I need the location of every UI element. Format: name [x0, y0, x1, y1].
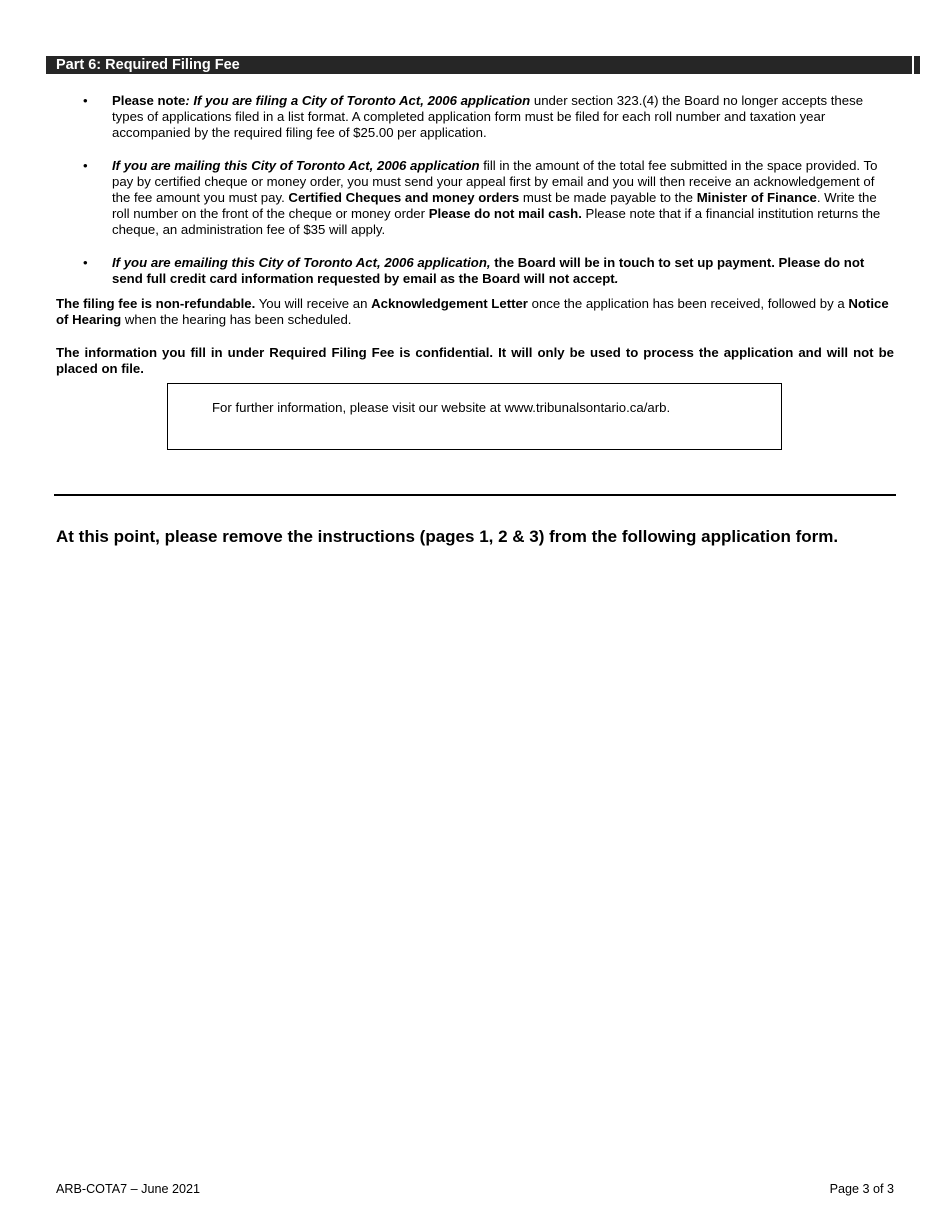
header-endcap	[912, 56, 920, 74]
fee-paragraph	[56, 296, 894, 328]
mailing-text-4: Please note that if a financial institution returns the cheque, an administration fee of $35 will apply.	[112, 206, 881, 238]
mailing-text-2: must be made payable to the	[519, 190, 697, 206]
mailing-bold-1: Certified Cheques and money orders	[288, 190, 520, 206]
divider	[54, 494, 896, 496]
emailing-bold: the Board will be in touch to set up payment. Please do not send full credit card information requested by email as the Board will not accept	[112, 254, 865, 286]
instruction-list	[56, 93, 892, 303]
closing-instruction: At this point, please remove the instructions (pages 1, 2 & 3) from the following application form.	[56, 527, 839, 546]
list-item	[56, 93, 892, 142]
mailing-text-3: . Write the roll number on the front of the cheque or money order	[112, 190, 877, 222]
note-colon: :	[185, 93, 190, 108]
emailing-end: .	[614, 270, 619, 286]
fee-text-3: when the hearing has been scheduled.	[121, 312, 352, 328]
fee-text-2: once the application has been received, followed by a	[527, 296, 849, 311]
list-item	[56, 255, 892, 287]
bullet-icon: •	[83, 93, 88, 108]
confidential-notice: The information you fill in under Required Filing Fee is confidential. It will only be used to process the application and will not be placed on file.	[56, 345, 894, 377]
fee-text-1: You will receive an	[255, 296, 372, 311]
emailing-italic: If you are emailing this City of Toronto Act, 2006 application,	[112, 254, 491, 270]
fee-bold-1: The filing fee is non-refundable.	[56, 296, 256, 311]
mailing-text-1: fill in the amount of the total fee submitted in the space provided. To pay by certified cheque or money order, you must send your appeal first by email and you will then receive an acknowledgement of the fee amount you must pay.	[112, 157, 878, 206]
page-number: Page 3 of 3	[829, 1182, 894, 1196]
bullet-icon: •	[83, 157, 88, 173]
fee-bold-3: Notice of Hearing	[56, 296, 889, 328]
note-text: under section 323.(4) the Board no longer accepts these types of applications filed in a list format. A completed application form must be filed for each roll number and taxation year accompanied by the required filing fee of $25.00 per application.	[112, 93, 864, 141]
note-italic: If you are filing a City of Toronto Act, 2006 application	[189, 93, 531, 108]
list-item	[56, 158, 892, 239]
fee-bold-2: Acknowledgement Letter	[371, 296, 528, 311]
info-box	[167, 383, 782, 450]
note-lead: Please note	[112, 93, 186, 108]
bullet-icon: •	[83, 254, 88, 270]
section-title: Part 6: Required Filing Fee	[56, 57, 240, 73]
mailing-bold-3: Please do not mail cash.	[428, 206, 582, 222]
section-header	[46, 56, 920, 74]
mailing-bold-2: Minister of Finance	[696, 190, 817, 206]
form-id: ARB-COTA7 – June 2021	[56, 1182, 200, 1196]
info-text: For further information, please visit our website at www.tribunalsontario.ca/arb.	[212, 400, 671, 415]
mailing-italic: If you are mailing this City of Toronto Act, 2006 application	[112, 157, 480, 173]
